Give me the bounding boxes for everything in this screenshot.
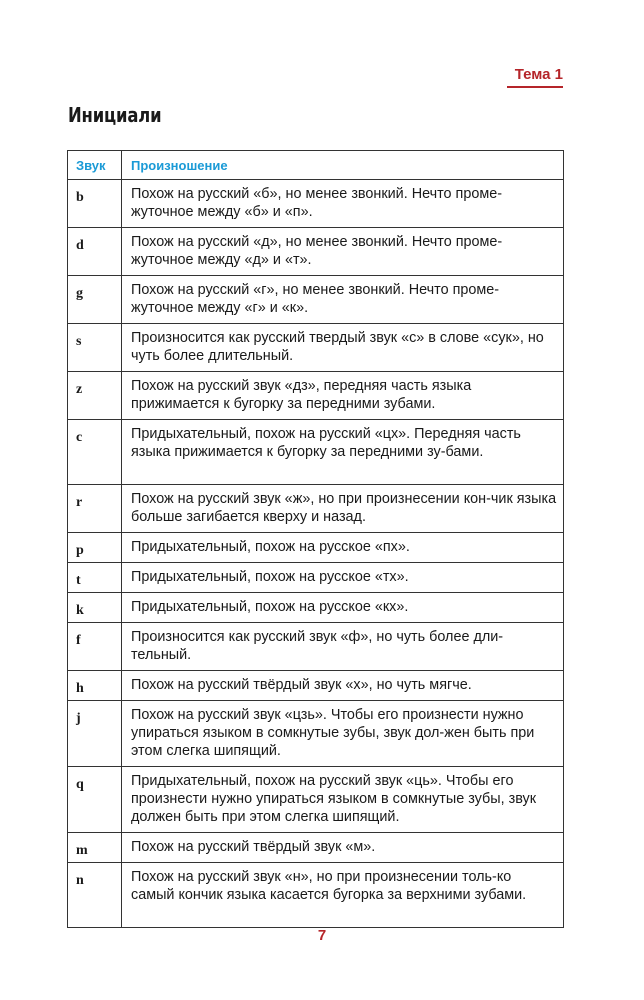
- pronunciation-cell: Похож на русский звук «н», но при произнесении толь-ко самый кончик языка касается бугорка за верхними зубами.: [122, 863, 564, 928]
- pronunciation-cell: Произносится как русский твердый звук «с» в слове «сук», но чуть более длительный.: [122, 324, 564, 372]
- table-header-row: [68, 151, 564, 180]
- table-row: [68, 623, 564, 671]
- theme-label: Тема 1: [507, 66, 563, 88]
- sound-cell: d: [68, 228, 122, 276]
- table-row: [68, 372, 564, 420]
- pronunciation-cell: Похож на русский твёрдый звук «х», но чуть мягче.: [122, 671, 564, 701]
- table-row: [68, 420, 564, 485]
- table-row: [68, 485, 564, 533]
- pronunciation-cell: Похож на русский «г», но менее звонкий. Нечто проме-жуточное между «г» и «к».: [122, 276, 564, 324]
- initials-table: [67, 150, 564, 928]
- sound-cell: p: [68, 533, 122, 563]
- sound-cell: s: [68, 324, 122, 372]
- table-row: [68, 180, 564, 228]
- column-header-pronunciation: Произношение: [122, 151, 564, 180]
- pronunciation-cell: Похож на русский «б», но менее звонкий. Нечто проме-жуточное между «б» и «п».: [122, 180, 564, 228]
- table-row: [68, 563, 564, 593]
- pronunciation-cell: Произносится как русский звук «ф», но чуть более дли-тельный.: [122, 623, 564, 671]
- table-row: [68, 533, 564, 563]
- sound-cell: q: [68, 767, 122, 833]
- sound-cell: n: [68, 863, 122, 928]
- pronunciation-cell: Похож на русский звук «дз», передняя часть языка прижимается к бугорку за передними зубами.: [122, 372, 564, 420]
- pronunciation-cell: Придыхательный, похож на русское «пх».: [122, 533, 564, 563]
- table-row: [68, 228, 564, 276]
- sound-cell: r: [68, 485, 122, 533]
- sound-cell: k: [68, 593, 122, 623]
- pronunciation-cell: Похож на русский звук «ж», но при произнесении кон-чик языка больше загибается кверху и назад.: [122, 485, 564, 533]
- sound-cell: c: [68, 420, 122, 485]
- sound-cell: h: [68, 671, 122, 701]
- pronunciation-cell: Придыхательный, похож на русский звук «ць». Чтобы его произнести нужно упираться языком в сомкнутые зубы, звук должен быть при этом слегка шипящий.: [122, 767, 564, 833]
- sound-cell: z: [68, 372, 122, 420]
- page-number: 7: [317, 927, 327, 944]
- table-row: [68, 593, 564, 623]
- sound-cell: g: [68, 276, 122, 324]
- pronunciation-cell: Похож на русский звук «цзь». Чтобы его произнести нужно упираться языком в сомкнутые зубы, звук дол-жен быть при этом слегка шипящий.: [122, 701, 564, 767]
- pronunciation-cell: Похож на русский «д», но менее звонкий. Нечто проме-жуточное между «д» и «т».: [122, 228, 564, 276]
- page-title: Инициали: [68, 103, 162, 127]
- table-row: [68, 671, 564, 701]
- table-row: [68, 767, 564, 833]
- sound-cell: j: [68, 701, 122, 767]
- table-row: [68, 833, 564, 863]
- sound-cell: f: [68, 623, 122, 671]
- column-header-sound: Звук: [68, 151, 122, 180]
- sound-cell: b: [68, 180, 122, 228]
- table-row: [68, 324, 564, 372]
- pronunciation-cell: Придыхательный, похож на русское «кх».: [122, 593, 564, 623]
- table-row: [68, 276, 564, 324]
- table-row: [68, 863, 564, 928]
- pronunciation-cell: Похож на русский твёрдый звук «м».: [122, 833, 564, 863]
- pronunciation-cell: Придыхательный, похож на русское «тх».: [122, 563, 564, 593]
- sound-cell: t: [68, 563, 122, 593]
- table-row: [68, 701, 564, 767]
- pronunciation-cell: Придыхательный, похож на русский «цх». Передняя часть языка прижимается к бугорку за передними зу-бами.: [122, 420, 564, 485]
- sound-cell: m: [68, 833, 122, 863]
